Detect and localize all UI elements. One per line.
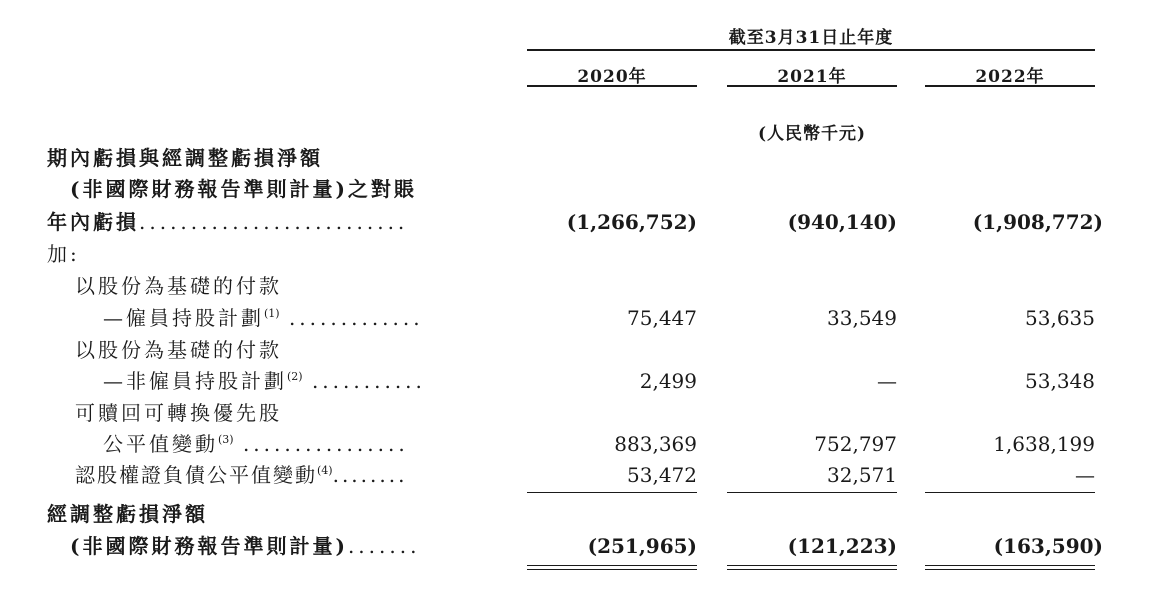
net-loss-label-line1: 期內虧損與經調整虧損淨額: [47, 146, 323, 170]
warrant-2020: 53,472: [627, 463, 697, 487]
total-rule-top-2022: [925, 565, 1095, 566]
total-rule-bottom-2020: [527, 569, 697, 570]
note-4: (4): [317, 464, 333, 477]
year-rule-2022: [925, 85, 1095, 87]
currency-unit: (人民幣千元): [757, 124, 867, 144]
share-employee-label-line1: 以股份為基礎的付款: [75, 274, 282, 298]
share-non-employee-label-line2: —非僱員持股計劃$^{(2)}$ ...........: [103, 369, 426, 393]
net-loss-2021: (940,140): [787, 210, 897, 234]
preferred-shares-label-line1: 可贖回可轉換優先股: [75, 401, 282, 425]
period-header: 截至3月31日止年度: [728, 28, 894, 48]
year-header-2020: 2020年: [577, 67, 647, 87]
subtotal-rule-2020: [527, 492, 697, 493]
total-rule-top-2021: [727, 565, 897, 566]
adjusted-label-line2: (非國際財務報告準則計量).......: [70, 534, 421, 558]
total-rule-bottom-2021: [727, 569, 897, 570]
net-loss-label-line2: (非國際財務報告準則計量)之對賬: [70, 177, 417, 201]
share-non-employee-label-line1: 以股份為基礎的付款: [75, 338, 282, 362]
share-employee-2021: 33,549: [827, 306, 897, 330]
note-2: (2): [287, 370, 303, 383]
share-non-employee-2021: —: [877, 369, 897, 393]
add-label: 加:: [47, 242, 80, 266]
year-rule-2020: [527, 85, 697, 87]
year-header-2022: 2022年: [975, 67, 1045, 87]
share-non-employee-2022: 53,348: [1025, 369, 1095, 393]
net-loss-label-line3: 年內虧損..........................: [47, 210, 409, 234]
preferred-shares-2022: 1,638,199: [993, 432, 1095, 456]
adjusted-2022: (163,590): [993, 534, 1103, 558]
year-header-2021: 2021年: [777, 67, 847, 87]
subtotal-rule-2021: [727, 492, 897, 493]
adjusted-label-line1: 經調整虧損淨額: [47, 502, 208, 526]
adjusted-2020: (251,965): [587, 534, 697, 558]
preferred-shares-label-line2: 公平值變動$^{(3)}$ ................: [103, 432, 409, 456]
note-3: (3): [218, 433, 234, 446]
total-rule-top-2020: [527, 565, 697, 566]
preferred-shares-2021: 752,797: [814, 432, 897, 456]
year-rule-2021: [727, 85, 897, 87]
total-rule-bottom-2022: [925, 569, 1095, 570]
period-rule: [527, 49, 1095, 51]
preferred-shares-2020: 883,369: [614, 432, 697, 456]
adjusted-2021: (121,223): [787, 534, 897, 558]
subtotal-rule-2022: [925, 492, 1095, 493]
warrant-label: 認股權證負債公平值變動$^{(4)}$........: [75, 463, 408, 487]
share-employee-label-line2: —僱員持股計劃$^{(1)}$ .............: [103, 306, 424, 330]
warrant-2022: —: [1075, 463, 1095, 487]
warrant-2021: 32,571: [827, 463, 897, 487]
net-loss-2022: (1,908,772): [972, 210, 1103, 234]
net-loss-2020: (1,266,752): [566, 210, 697, 234]
share-non-employee-2020: 2,499: [639, 369, 697, 393]
share-employee-2022: 53,635: [1025, 306, 1095, 330]
note-1: (1): [264, 307, 280, 320]
share-employee-2020: 75,447: [627, 306, 697, 330]
